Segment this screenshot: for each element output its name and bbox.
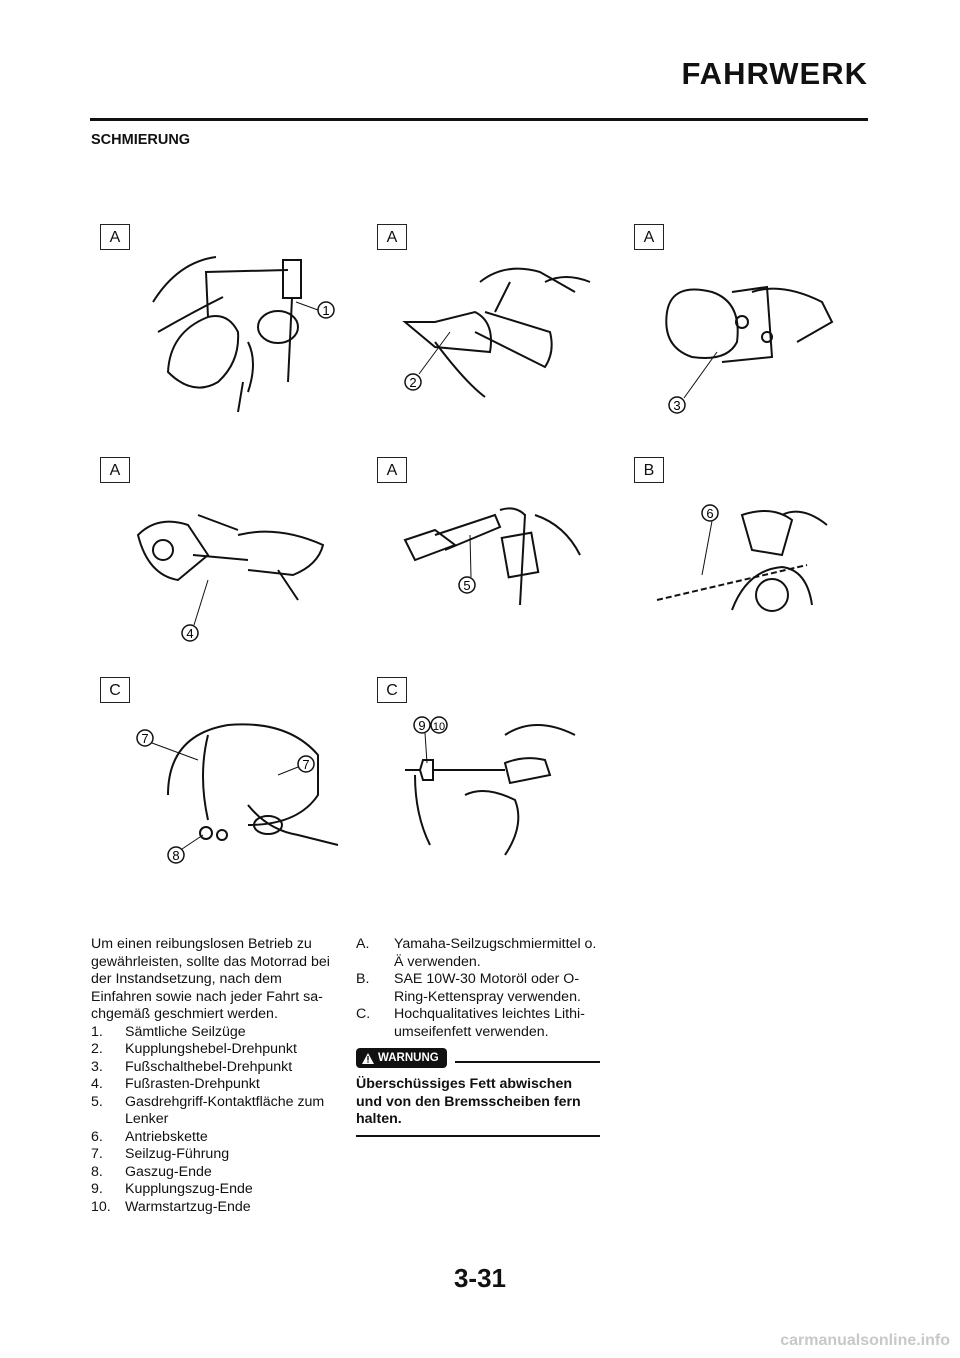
figure-drive-chain-drawing	[632, 455, 862, 655]
callout: 7	[141, 731, 149, 746]
figure-drive-chain	[632, 455, 862, 655]
figure-label: B	[634, 457, 664, 483]
figure-label: A	[100, 224, 130, 250]
list-item: 3. Fußschalthebel-Drehpunkt	[91, 1058, 293, 1075]
figure-label: A	[377, 224, 407, 250]
intro-paragraph: Um einen reibungslosen Betrieb zu gewährleisten, sollte das Motorrad bei der Instandsetzung, nach dem Einfahren sowie nach jeder Fahrt sa-chgemäß geschmiert werden.	[91, 936, 330, 1022]
callout: 8	[172, 848, 180, 863]
list-item: 8. Gaszug-Ende	[91, 1163, 212, 1180]
figure-clutch-lever	[375, 222, 625, 422]
warning-badge	[356, 1048, 447, 1068]
figure-shift-pedal-drawing	[632, 222, 862, 422]
warning-header	[356, 1048, 600, 1068]
figure-label: A	[634, 224, 664, 250]
callout: 6	[706, 506, 714, 521]
list-item: 10. Warmstartzug-Ende	[91, 1198, 251, 1215]
callout: 2	[409, 375, 417, 390]
page-header-title: FAHRWERK	[681, 56, 868, 91]
figure-cable-ends-drawing	[375, 675, 625, 875]
warning-box	[356, 1048, 600, 1137]
figure-label: A	[100, 457, 130, 483]
list-item: 5. Gasdrehgriff-Kontaktfläche zum Lenker	[91, 1093, 325, 1127]
figure-shift-pedal	[632, 222, 862, 422]
list-item: B. SAE 10W-30 Motoröl oder O-Ring-Kettenspray verwenden.	[356, 971, 581, 1005]
lubricant-list	[356, 936, 601, 1041]
callout: 5	[463, 578, 471, 593]
parts-list	[91, 1024, 336, 1217]
header-rule	[90, 118, 868, 121]
figure-cable-lube-drawing	[98, 222, 348, 422]
callout: 7	[302, 757, 310, 772]
warning-rule	[455, 1061, 600, 1063]
section-title: SCHMIERUNG	[91, 132, 191, 148]
warning-triangle-icon	[362, 1053, 374, 1064]
callout: 9	[418, 718, 426, 733]
list-item: C. Hochqualitatives leichtes Lithi-umseifenfett verwenden.	[356, 1006, 585, 1040]
callout: 10	[432, 721, 446, 733]
callout: 3	[673, 398, 681, 413]
figure-cable-ends	[375, 675, 625, 875]
figure-footrest	[98, 455, 348, 655]
intro-column	[91, 936, 336, 1216]
figure-throttle-grip-drawing	[375, 455, 625, 655]
list-item: A. Yamaha-Seilzugschmiermittel o. Ä verwenden.	[356, 936, 597, 970]
figure-label: A	[377, 457, 407, 483]
list-item: 9. Kupplungszug-Ende	[91, 1181, 253, 1197]
figure-throttle-housing	[98, 675, 348, 875]
list-item: 2. Kupplungshebel-Drehpunkt	[91, 1041, 297, 1057]
list-item: 1. Sämtliche Seilzüge	[91, 1023, 246, 1040]
watermark: carmanualsonline.info	[780, 1332, 950, 1349]
list-item: 4. Fußrasten-Drehpunkt	[91, 1076, 260, 1092]
page-number: 3-31	[453, 1263, 507, 1293]
figure-label: C	[377, 677, 407, 703]
figure-footrest-drawing	[98, 455, 348, 655]
list-item: 7. Seilzug-Führung	[91, 1146, 230, 1162]
warning-text: Überschüssiges Fett abwischen und von den Bremsscheiben fern halten.	[356, 1076, 600, 1137]
figure-label: C	[100, 677, 130, 703]
figure-clutch-lever-drawing	[375, 222, 625, 422]
callout: 1	[322, 303, 330, 318]
figure-cable-lube	[98, 222, 348, 422]
figure-throttle-grip	[375, 455, 625, 655]
callout: 4	[186, 626, 194, 641]
warning-label: WARNUNG	[378, 1052, 439, 1064]
list-item: 6. Antriebskette	[91, 1128, 208, 1145]
figure-throttle-housing-drawing	[98, 675, 348, 875]
